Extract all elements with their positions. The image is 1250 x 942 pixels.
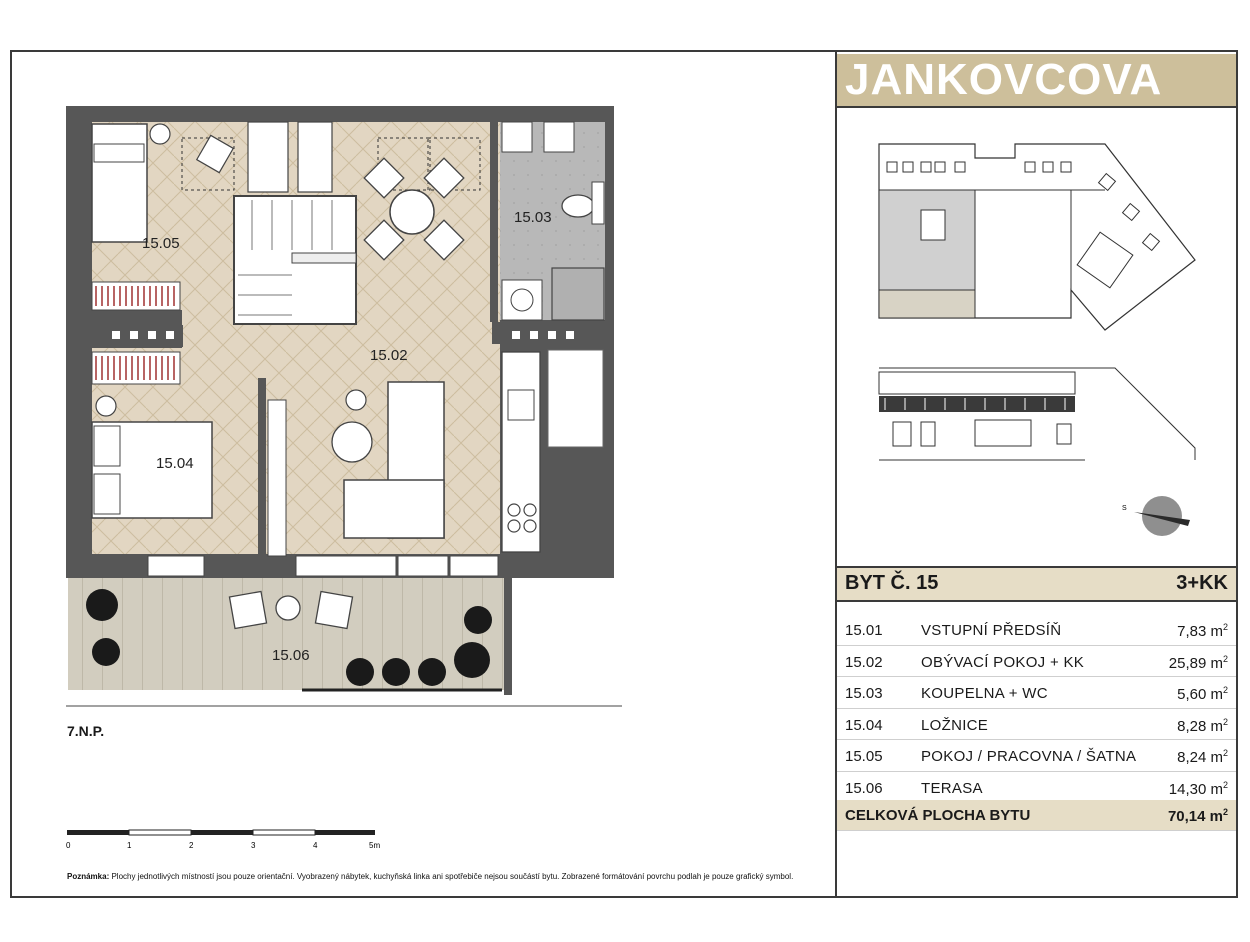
scale-tick: 0 bbox=[66, 841, 71, 850]
total-label: CELKOVÁ PLOCHA BYTU bbox=[845, 807, 1031, 824]
room-area: 14,30 $m^2$ bbox=[1168, 779, 1228, 798]
disclaimer-note bbox=[67, 872, 793, 881]
room-label-1506: 15.06 bbox=[272, 647, 310, 664]
room-area: 25,89 $m^2$ bbox=[1168, 653, 1228, 672]
scale-tick: 5m bbox=[369, 841, 381, 850]
room-code: 15.05 bbox=[845, 748, 883, 765]
apartment-title: BYT Č. 15 bbox=[845, 572, 939, 594]
location-plan bbox=[875, 140, 1200, 335]
total-area: 70,14 $m^2$ bbox=[1167, 807, 1228, 825]
total-area-row bbox=[837, 800, 1236, 831]
room-name: VSTUPNÍ PŘEDSÍŇ bbox=[921, 622, 1062, 639]
room-name: OBÝVACÍ POKOJ + KK bbox=[921, 653, 1085, 671]
table-row bbox=[837, 709, 1236, 741]
room-label-1503: 15.03 bbox=[514, 209, 552, 226]
room-code: 15.03 bbox=[845, 685, 883, 702]
north-arrow bbox=[1118, 490, 1198, 550]
elevation-drawing bbox=[875, 360, 1200, 465]
single-bed bbox=[92, 124, 147, 242]
room-label-1505: 15.05 bbox=[142, 235, 180, 252]
room-code: 15.01 bbox=[845, 622, 883, 639]
note-label: Poznámka: bbox=[67, 872, 110, 881]
room-area-table bbox=[837, 614, 1236, 803]
table-row bbox=[837, 740, 1236, 772]
room-area: 8,24 $m^2$ bbox=[1177, 748, 1228, 766]
scale-tick: 2 bbox=[189, 841, 194, 850]
table-row bbox=[837, 677, 1236, 709]
wardrobe bbox=[92, 282, 180, 310]
room-label-1502: 15.02 bbox=[370, 347, 408, 364]
wardrobe-niche bbox=[548, 350, 603, 447]
toilet bbox=[562, 195, 594, 217]
room-name: POKOJ / PRACOVNA / ŠATNA bbox=[921, 748, 1137, 765]
title-rule bbox=[837, 106, 1236, 108]
scale-bar bbox=[66, 828, 386, 852]
room-name: TERASA bbox=[921, 779, 983, 797]
table-row bbox=[837, 772, 1236, 804]
room-name: KOUPELNA + WC bbox=[921, 685, 1048, 702]
room-area: 8,28 $m^2$ bbox=[1177, 716, 1228, 735]
note-text: Plochy jednotlivých místností jsou pouze orientační. Vyobrazený nábytek, kuchyňská linka ani spotřebiče nejsou součástí bytu. Zobrazené formátování povrchu podlah je pouze grafický symbol. bbox=[109, 872, 794, 881]
project-title: JANKOVCOVA bbox=[845, 55, 1163, 104]
room-label-1504: 15.04 bbox=[156, 455, 194, 472]
floor-plan bbox=[62, 100, 632, 710]
scale-tick: 1 bbox=[127, 841, 132, 850]
table-row bbox=[837, 614, 1236, 646]
room-code: 15.02 bbox=[845, 653, 883, 671]
room-name: LOŽNICE bbox=[921, 716, 989, 734]
floor-label: 7.N.P. bbox=[67, 723, 105, 739]
scale-tick: 3 bbox=[251, 841, 256, 850]
room-area: 7,83 $m^2$ bbox=[1177, 622, 1228, 640]
dining-table bbox=[390, 190, 434, 234]
room-area: 5,60 $m^2$ bbox=[1177, 685, 1228, 703]
compass-label: S bbox=[1122, 505, 1127, 512]
coffee-table bbox=[332, 422, 372, 462]
table-row bbox=[837, 646, 1236, 678]
apartment-type: 3+KK bbox=[1176, 572, 1228, 594]
room-code: 15.06 bbox=[845, 779, 883, 797]
room-code: 15.04 bbox=[845, 716, 883, 734]
scale-tick: 4 bbox=[313, 841, 318, 850]
